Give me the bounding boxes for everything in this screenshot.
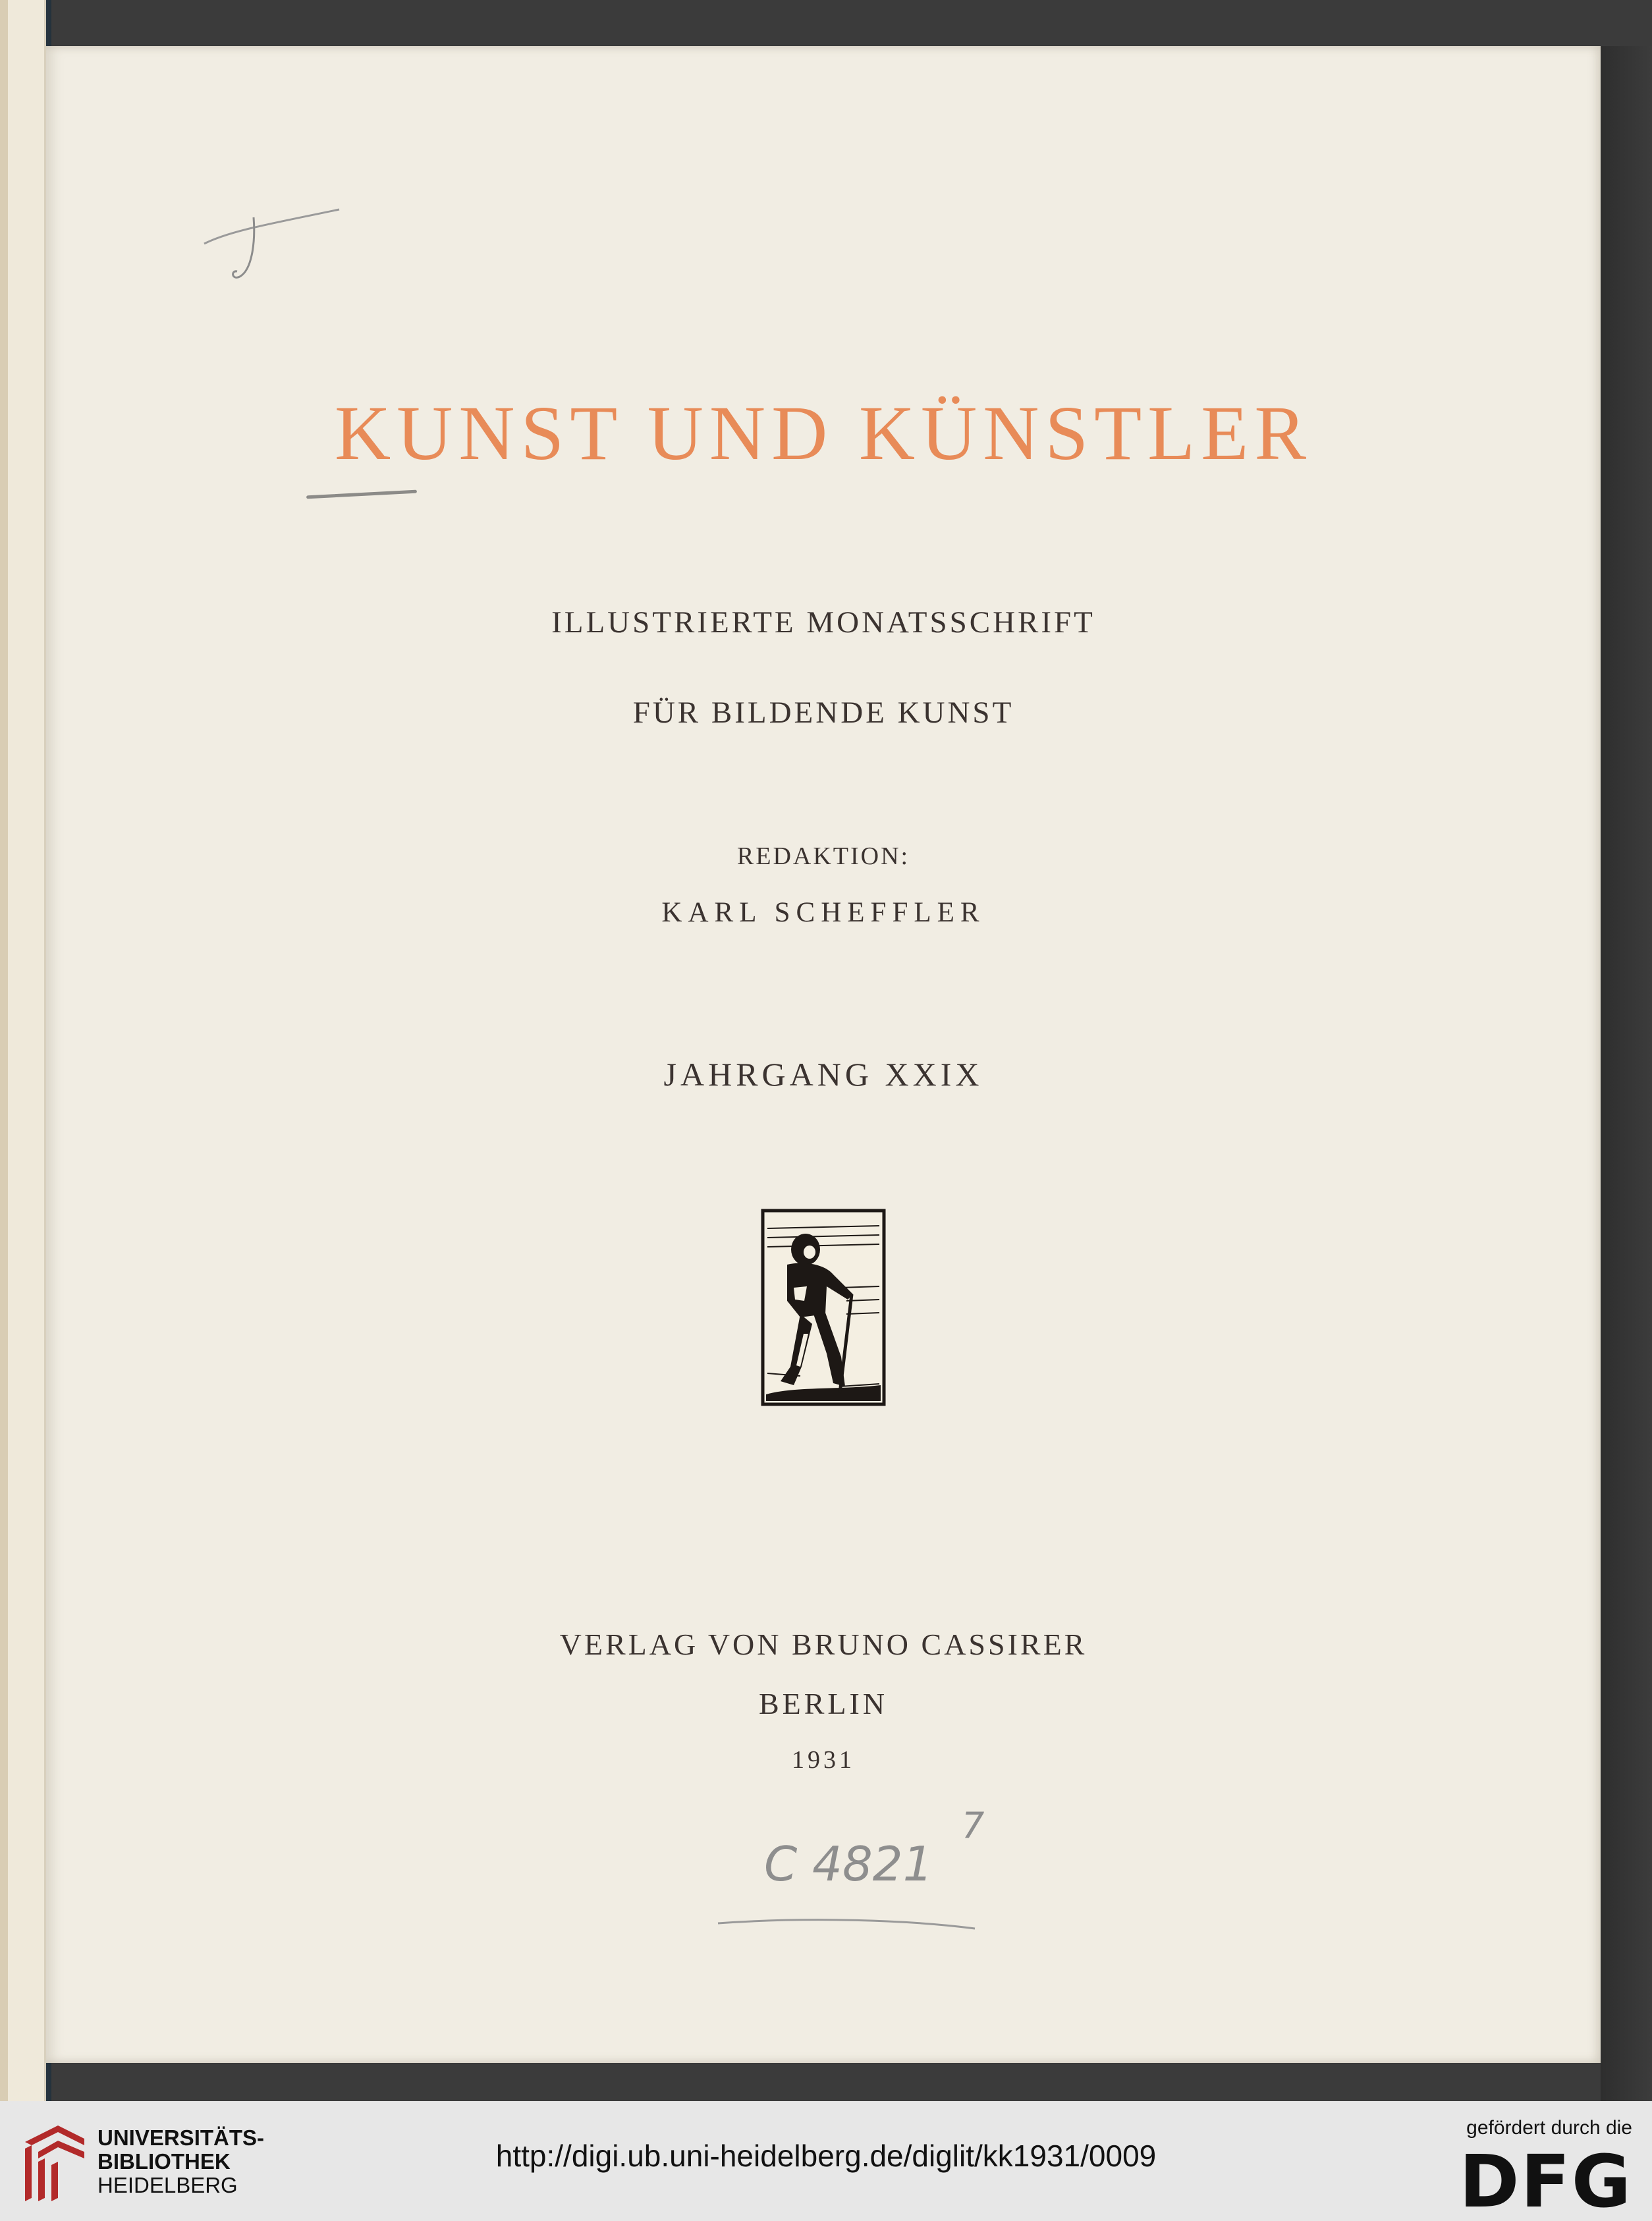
shelfmark-superscript: 7 <box>962 1805 985 1846</box>
editor-name: KARL SCHEFFLER <box>661 897 985 928</box>
volume-number: JAHRGANG XXIX <box>663 1056 983 1093</box>
funding-label: gefördert durch die <box>1466 2117 1632 2139</box>
editor-label: REDAKTION: <box>736 842 910 870</box>
digitization-footer <box>0 2101 1652 2221</box>
library-name-line-2: BIBLIOTHEK <box>97 2149 231 2174</box>
pencil-underline <box>306 490 417 499</box>
permalink-url[interactable]: http://digi.ub.uni-heidelberg.de/diglit/kk1931/0009 <box>495 2139 1157 2173</box>
dfg-logo: DFG <box>1459 2139 1632 2221</box>
page-shadow <box>1601 46 1652 2101</box>
subtitle-line-1: ILLUSTRIERTE MONATSSCHRIFT <box>551 605 1095 640</box>
library-name-line-1: UNIVERSITÄTS- <box>97 2125 265 2150</box>
publication-city: BERLIN <box>758 1687 889 1720</box>
subtitle-line-2: FÜR BILDENDE KUNST <box>632 696 1014 730</box>
shelfmark-text: C 4821 <box>764 1836 933 1892</box>
page-stack-edge <box>0 0 8 2101</box>
publication-year: 1931 <box>792 1746 855 1774</box>
pencil-mark-icon <box>191 178 349 316</box>
handwritten-shelfmark <box>711 1785 1054 1943</box>
publisher: VERLAG VON BRUNO CASSIRER <box>559 1628 1088 1661</box>
book-title: KUNST UND KÜNSTLER <box>334 390 1313 476</box>
library-name-line-3: HEIDELBERG <box>97 2173 238 2197</box>
woodcut-illustration-icon <box>761 1209 886 1406</box>
title-page <box>46 46 1601 2063</box>
